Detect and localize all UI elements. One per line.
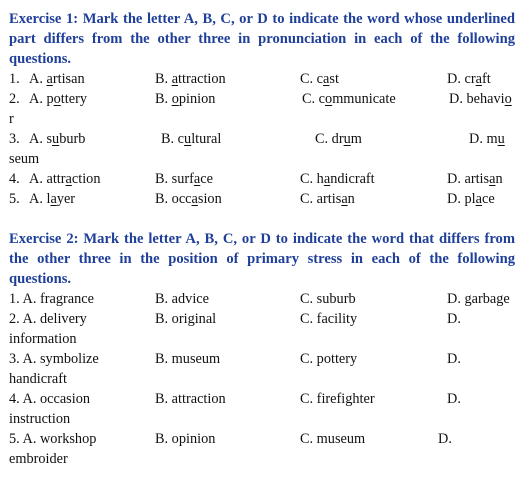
option-b: B. occasion — [155, 191, 222, 207]
ex2-question-2-wrap — [9, 329, 515, 349]
option-a: 4. A. occasion — [9, 391, 90, 407]
option-b: B. attraction — [155, 391, 226, 407]
ex2-question-5 — [9, 429, 515, 449]
option-a: A. pottery — [29, 91, 87, 107]
option-a: 1. A. fragrance — [9, 291, 94, 307]
option-d: D. — [447, 351, 461, 367]
question-number: 1. — [9, 71, 20, 87]
ex2-question-4 — [9, 389, 515, 409]
ex1-question-4 — [9, 169, 515, 189]
wrapped-text: information — [9, 331, 77, 347]
option-c: C. drum — [315, 131, 362, 147]
ex2-question-1 — [9, 289, 515, 309]
option-b: B. original — [155, 311, 217, 327]
option-d: D. — [447, 311, 461, 327]
ex2-question-2 — [9, 309, 515, 329]
option-c: C. pottery — [300, 351, 358, 367]
ex1-question-5 — [9, 189, 515, 209]
option-b: B. attraction — [155, 71, 226, 87]
option-a: 5. A. workshop — [9, 431, 97, 447]
wrapped-text: handicraft — [9, 371, 67, 387]
option-a: A. layer — [29, 191, 76, 207]
question-number: 4. — [9, 171, 20, 187]
option-a: 2. A. delivery — [9, 311, 87, 327]
question-number: 2. — [9, 91, 20, 107]
wrapped-text: seum — [9, 151, 40, 167]
ex2-question-3 — [9, 349, 515, 369]
ex1-question-3-wrap — [9, 149, 515, 169]
option-d: D. artisan — [447, 171, 503, 187]
option-a: 3. A. symbolize — [9, 351, 99, 367]
ex1-question-2 — [9, 89, 515, 109]
option-c: C. suburb — [300, 291, 356, 307]
option-d: D. behavio — [449, 91, 512, 107]
wrapped-text: instruction — [9, 411, 71, 427]
option-a: A. attraction — [29, 171, 101, 187]
option-c: C. facility — [300, 311, 358, 327]
question-number: 5. — [9, 191, 20, 207]
option-c: C. firefighter — [300, 391, 375, 407]
ex1-question-3 — [9, 129, 515, 149]
option-b: B. opinion — [155, 431, 216, 447]
ex1-question-2-wrap — [9, 109, 515, 129]
ex1-question-1 — [9, 69, 515, 89]
option-c: C. cast — [300, 71, 339, 87]
option-a: A. artisan — [29, 71, 85, 87]
option-d: D. place — [447, 191, 495, 207]
option-d: D. garbage — [447, 291, 510, 307]
option-c: C. communicate — [302, 91, 396, 107]
ex2-question-4-wrap — [9, 409, 515, 429]
option-c: C. artisan — [300, 191, 355, 207]
option-c: C. handicraft — [300, 171, 375, 187]
ex2-question-3-wrap — [9, 369, 515, 389]
option-c: C. museum — [300, 431, 366, 447]
exercise-1-heading: Exercise 1: Mark the letter A, B, C, or D to indicate the word whose underlined part differs from the other three in pronunciation in each of the following questions. — [9, 11, 515, 67]
option-b: B. opinion — [155, 91, 216, 107]
option-d: D. craft — [447, 71, 491, 87]
wrapped-text: embroider — [9, 451, 68, 467]
option-d: D. — [447, 391, 461, 407]
ex2-question-5-wrap — [9, 449, 515, 469]
option-b: B. advice — [155, 291, 209, 307]
option-a: A. suburb — [29, 131, 86, 147]
option-d: D. — [438, 431, 452, 447]
option-b: B. cultural — [161, 131, 222, 147]
question-number: 3. — [9, 131, 20, 147]
option-b: B. surface — [155, 171, 213, 187]
exercise-2-heading: Exercise 2: Mark the letter A, B, C, or D to indicate the word that differs from the other three in the position of primary stress in each of the following questions. — [9, 231, 515, 287]
option-b: B. museum — [155, 351, 221, 367]
wrapped-text: r — [9, 111, 14, 127]
option-d: D. mu — [469, 131, 505, 147]
